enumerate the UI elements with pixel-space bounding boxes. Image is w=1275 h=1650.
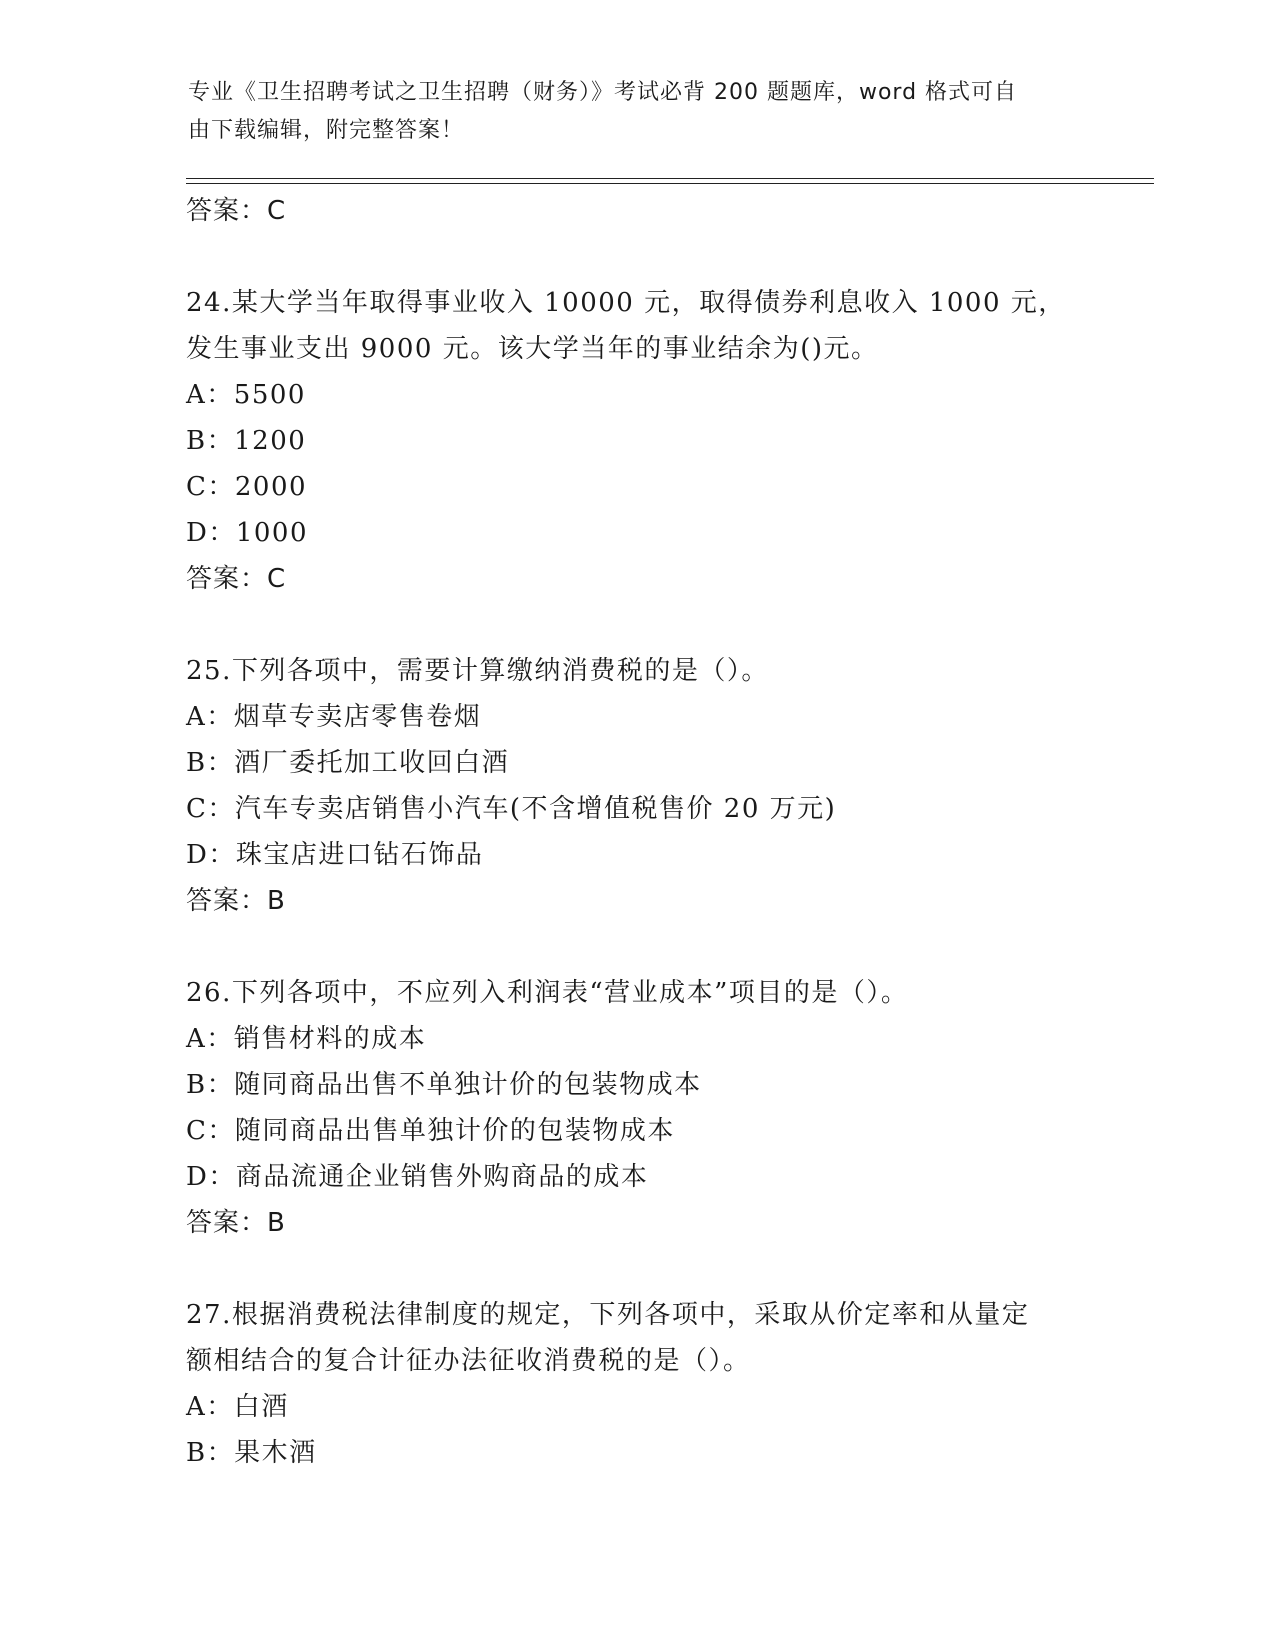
question-item [186,1292,1086,1476]
option-line: C：2000 [186,472,308,502]
question-list [186,188,1086,1476]
question-item [186,280,1086,602]
option-line: A：白酒 [186,1392,289,1422]
header-line: 专业《卫生招聘考试之卫生招聘（财务）》考试必背 200 题题库，word 格式可自 [188,80,1018,105]
question-stem: 26.下列各项中，不应列入利润表“营业成本”项目的是（）。 [186,978,909,1008]
option-line: C：汽车专卖店销售小汽车(不含增值税售价 20 万元) [186,794,837,824]
answer-line: 答案：B [186,886,286,916]
option-line: B：酒厂委托加工收回白酒 [186,748,510,778]
question-item [186,648,1086,924]
question-item [186,970,1086,1246]
header-line: 由下载编辑，附完整答案！ [188,118,465,143]
answer-line: 答案：C [186,564,287,594]
option-line: A：销售材料的成本 [186,1024,427,1054]
question-stem: 27.根据消费税法律制度的规定，下列各项中，采取从价定率和从量定 [186,1300,1030,1330]
question-stem: 额相结合的复合计征办法征收消费税的是（）。 [186,1346,751,1376]
option-line: B：随同商品出售不单独计价的包装物成本 [186,1070,702,1100]
document-header [188,74,1068,150]
option-line: B：1200 [186,426,307,456]
option-line: D：1000 [186,518,309,548]
option-line: D：商品流通企业销售外购商品的成本 [186,1162,649,1192]
header-divider [186,178,1154,179]
option-line: A：烟草专卖店零售卷烟 [186,702,482,732]
option-line: A：5500 [186,380,306,410]
question-stem: 24.某大学当年取得事业收入 10000 元，取得债券利息收入 1000 元， [186,288,1066,318]
question-stem: 发生事业支出 9000 元。该大学当年的事业结余为()元。 [186,334,879,364]
option-line: B：果木酒 [186,1438,317,1468]
question-stem: 25.下列各项中，需要计算缴纳消费税的是（）。 [186,656,769,686]
option-line: D：珠宝店进口钻石饰品 [186,840,484,870]
answer-line: 答案：C [186,196,287,226]
answer-line: 答案：B [186,1208,286,1238]
option-line: C：随同商品出售单独计价的包装物成本 [186,1116,675,1146]
header-divider [186,183,1154,184]
